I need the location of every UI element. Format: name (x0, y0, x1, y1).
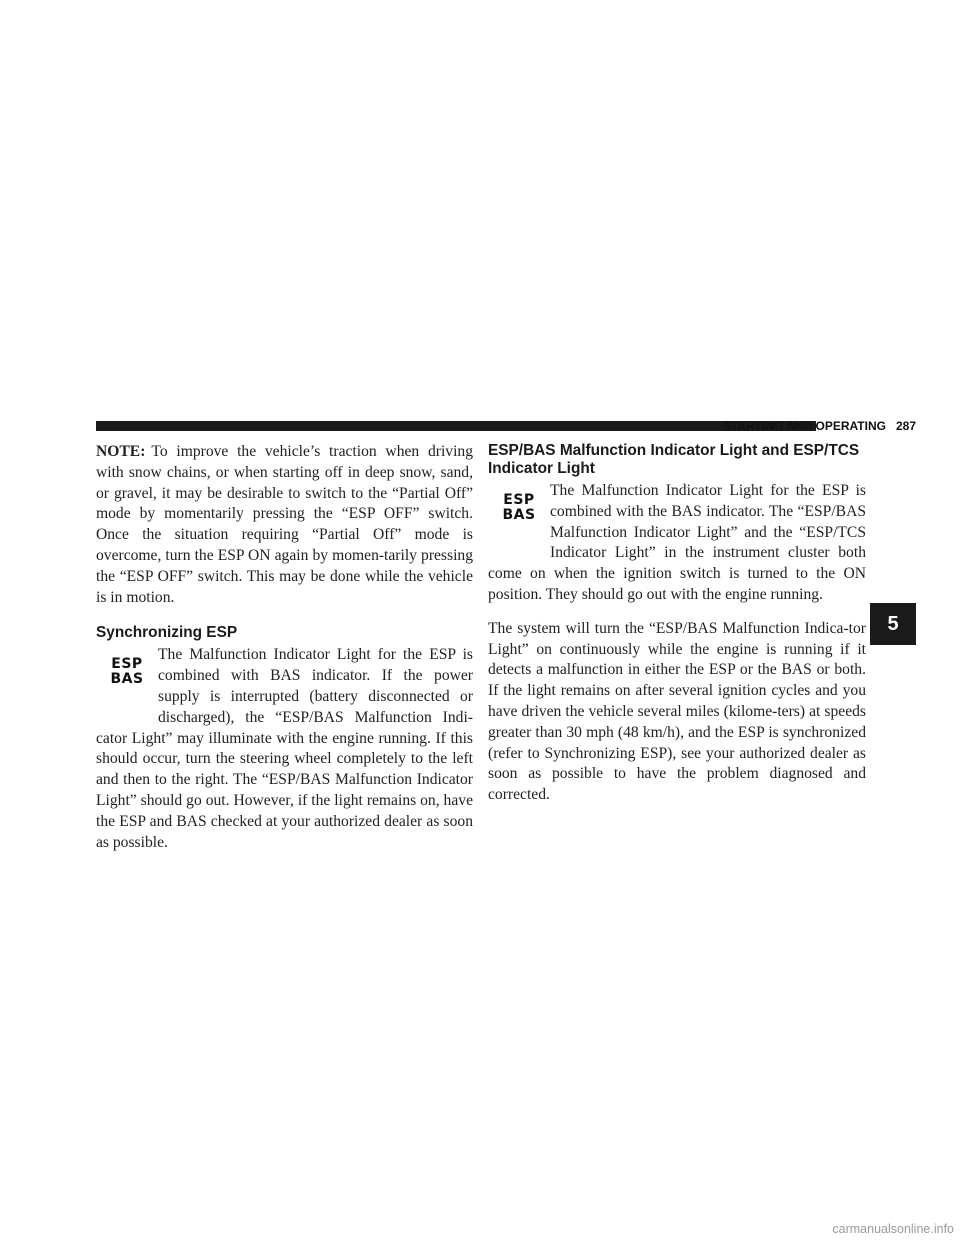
malfunction-indicator-body-1: The Malfunction Indicator Light for the ESP is combined with the BAS indicator. The “ESP/BAS Malfunction Indicator Light” and the “ESP/TCS Indicator Light” in the instrument cluster both come on when the ignition switch is turned to the ON position. They should go out with the engine running. (488, 482, 866, 603)
note-label: NOTE: (96, 443, 146, 460)
esp-bas-indicator-icon (96, 645, 158, 711)
heading-synchronizing-esp: Synchronizing ESP (96, 624, 238, 642)
note-text: To improve the vehicle’s traction when driving with snow chains, or when starting off in deep snow, sand, or gravel, it may be desirable to switch to the “Partial Off” mode by momentarily pressing the “ESP OFF” switch. Once the situation requiring “Partial Off” mode is overcome, turn the ESP ON again by momen-tarily pressing the “ESP OFF” switch. This may be done while the vehicle is in motion. (96, 443, 473, 606)
running-header (722, 418, 916, 434)
note-paragraph (96, 442, 473, 608)
heading-malfunction-indicator: ESP/BAS Malfunction Indicator Light and ESP/TCS Indicator Light (488, 442, 860, 477)
malfunction-indicator-body-2: The system will turn the “ESP/BAS Malfunction Indica-tor Light” on continuously while the engine is running if it detects a malfunction in either the ESP or the BAS or both. If the light remains on after several ignition cycles and you have driven the vehicle several miles (kilome-ters) at speeds greater than 30 mph (48 km/h), and the ESP is synchronized (refer to Synchronizing ESP), see your authorized dealer as soon as possible to have the problem diagnosed and corrected. (488, 619, 866, 804)
left-column (96, 442, 473, 866)
esp-bas-indicator-icon (488, 481, 550, 547)
section-title: STARTING AND OPERATING (722, 419, 886, 433)
icon-line-bas: BAS (110, 671, 144, 688)
page-number: 287 (895, 419, 916, 433)
header-rule (96, 421, 816, 431)
watermark: carmanualsonline.info (832, 1222, 954, 1236)
icon-line-bas: BAS (502, 507, 536, 523)
right-column (488, 442, 866, 819)
icon-line-esp: ESP (503, 492, 535, 508)
icon-line-esp: ESP (111, 656, 143, 673)
synchronizing-esp-body: The Malfunction Indicator Light for the ESP is combined with BAS indicator. If the power supply is interrupted (battery disconnected or discharged), the “ESP/BAS Malfunction Indi-cator Light” may illuminate with the engine running. If this should occur, turn the steering wheel completely to the left and then to the right. The “ESP/BAS Malfunction Indicator Light” should go out. However, if the light remains on, have the ESP and BAS checked at your authorized dealer as soon as possible. (96, 646, 473, 851)
chapter-tab: 5 (870, 603, 916, 645)
synchronizing-esp-section (96, 645, 473, 853)
malfunction-indicator-section (488, 481, 866, 606)
